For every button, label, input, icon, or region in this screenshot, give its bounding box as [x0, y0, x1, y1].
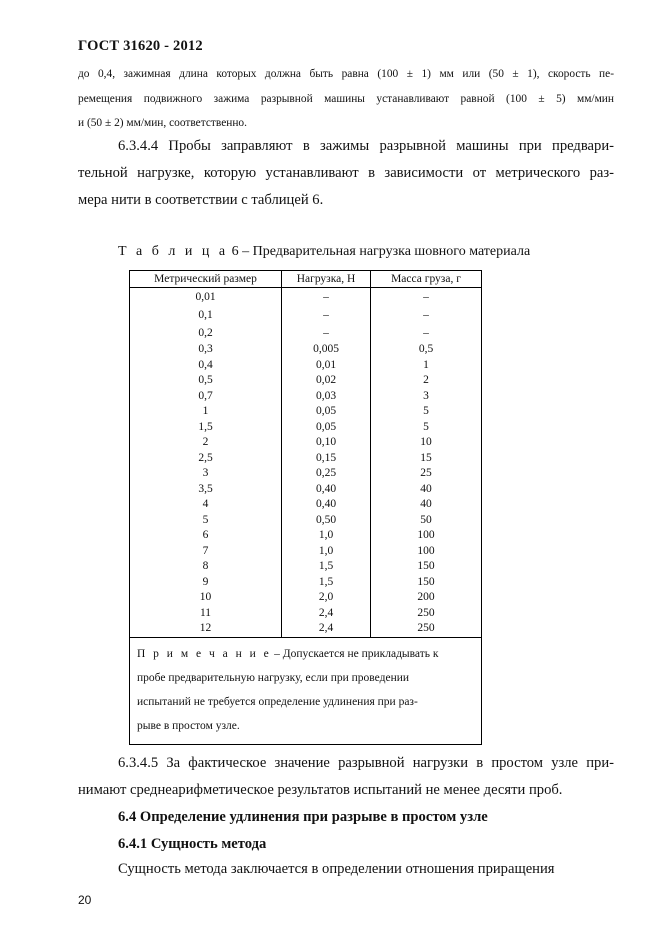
metric-size-cell: 6	[202, 529, 209, 541]
weight-mass-cell: 50	[420, 513, 432, 526]
load-cell: 0,50	[315, 513, 337, 526]
load-cell: 0,15	[315, 451, 337, 464]
load-cell: 0,03	[315, 389, 337, 402]
metric-size-cell: 0,3	[198, 343, 213, 355]
metric-size-cell: 1,5	[198, 420, 213, 433]
table-caption-prefix: Т а б л и ц а	[118, 244, 229, 259]
note-text-1: – Допускается не прикладывать к	[271, 647, 439, 660]
load-cell: 0,25	[315, 467, 337, 479]
preload-table	[129, 270, 482, 745]
load-cell: 0,40	[315, 498, 337, 510]
column-load	[282, 288, 371, 637]
para-6345-line-1: 6.3.4.5 За фактическое значение разрывной нагрузки в простом узле при-	[118, 755, 614, 771]
weight-mass-cell: 1	[423, 358, 429, 371]
load-cell: 0,01	[315, 358, 337, 371]
metric-size-cell: 2	[202, 436, 209, 448]
load-cell: 0,40	[315, 482, 337, 495]
column-metric-size	[130, 288, 282, 637]
weight-mass-cell: 200	[417, 591, 435, 603]
intro-line-2: ремещения подвижного зажима разрывной машины устанавливают равной (100 ± 5) мм/мин	[78, 93, 614, 105]
metric-size-cell: 9	[202, 575, 209, 588]
weight-mass-cell: 250	[417, 622, 435, 634]
para-6344-line-1: 6.3.4.4 Пробы заправляют в зажимы разрывной машины при предвари-	[118, 138, 614, 154]
weight-mass-cell: –	[423, 291, 429, 303]
load-cell: 1,0	[318, 529, 334, 541]
load-cell: 1,0	[318, 544, 334, 557]
load-cell: 0,10	[315, 436, 337, 448]
metric-size-cell: 5	[202, 513, 209, 526]
section-6-4-heading: 6.4 Определение удлинения при разрыве в простом узле	[118, 809, 488, 825]
metric-size-cell: 0,2	[198, 327, 213, 339]
metric-size-cell: 8	[202, 560, 209, 572]
weight-mass-cell: –	[423, 327, 429, 339]
weight-mass-cell: 5	[423, 405, 429, 417]
metric-size-cell: 7	[202, 544, 209, 557]
load-cell: –	[323, 309, 329, 321]
table-note	[130, 638, 481, 744]
weight-mass-cell: 15	[420, 451, 432, 464]
load-cell: –	[323, 327, 329, 339]
table-body	[130, 288, 481, 638]
load-cell: 2,4	[318, 622, 334, 634]
metric-size-cell: 12	[199, 622, 212, 634]
para-6344-line-3: мера нити в соответствии с таблицей 6.	[78, 192, 324, 208]
weight-mass-cell: 25	[420, 467, 432, 479]
para-6345-line-2: нимают среднеарифметическое результатов испытаний не менее десяти проб.	[78, 782, 563, 798]
weight-mass-cell: 40	[420, 482, 432, 495]
column-weight-mass	[371, 288, 481, 637]
load-cell: 1,5	[318, 560, 334, 572]
header-weight-mass: Масса груза, г	[391, 273, 461, 285]
weight-mass-cell: 5	[423, 420, 429, 433]
para-6344-line-2: тельной нагрузке, которую устанавливают в зависимости от метрического раз-	[78, 165, 614, 181]
header-metric-size: Метрический размер	[130, 271, 282, 287]
metric-size-cell: 0,01	[195, 291, 216, 303]
load-cell: –	[323, 291, 329, 303]
weight-mass-cell: 100	[417, 529, 435, 541]
document-header: ГОСТ 31620 - 2012	[78, 38, 203, 54]
weight-mass-cell: 100	[417, 544, 435, 557]
metric-size-cell: 2,5	[198, 451, 213, 464]
metric-size-cell: 0,5	[198, 374, 213, 386]
weight-mass-cell: 250	[417, 606, 435, 619]
header-load: Нагрузка, Н	[282, 271, 371, 287]
table-header-row	[130, 271, 481, 288]
metric-size-cell: 0,4	[198, 358, 213, 371]
load-cell: 0,02	[315, 374, 337, 386]
note-text-3: испытаний не требуется определение удлинения при раз-	[137, 695, 418, 708]
page-number: 20	[78, 893, 92, 907]
load-cell: 0,05	[315, 420, 337, 433]
weight-mass-cell: 40	[420, 498, 432, 510]
weight-mass-cell: 3	[423, 389, 429, 402]
weight-mass-cell: 2	[423, 374, 429, 386]
weight-mass-cell: 0,5	[418, 343, 434, 355]
table-caption	[118, 244, 530, 260]
weight-mass-cell: 10	[420, 436, 432, 448]
metric-size-cell: 0,7	[198, 389, 213, 402]
weight-mass-cell: –	[423, 309, 429, 321]
para-6-4-1: Сущность метода заключается в определении отношения приращения	[118, 861, 555, 877]
metric-size-cell: 3,5	[198, 482, 213, 495]
metric-size-cell: 1	[202, 405, 209, 417]
note-text-4: рыве в простом узле.	[137, 719, 240, 732]
weight-mass-cell: 150	[417, 575, 435, 588]
load-cell: 1,5	[318, 575, 334, 588]
intro-line-1: до 0,4, зажимная длина которых должна быть равна (100 ± 1) мм или (50 ± 1), скорость пе-	[78, 68, 614, 80]
load-cell: 0,05	[315, 405, 337, 417]
load-cell: 2,0	[318, 591, 334, 603]
metric-size-cell: 10	[199, 591, 212, 603]
section-6-4-1-heading: 6.4.1 Сущность метода	[118, 836, 267, 852]
table-caption-text: 6 – Предварительная нагрузка шовного материала	[228, 244, 531, 259]
metric-size-cell: 4	[202, 498, 209, 510]
metric-size-cell: 11	[199, 606, 212, 619]
weight-mass-cell: 150	[417, 560, 435, 572]
intro-line-3: и (50 ± 2) мм/мин, соответственно.	[78, 117, 247, 129]
metric-size-cell: 0,1	[198, 309, 213, 321]
note-label: П р и м е ч а н и е	[137, 647, 272, 660]
load-cell: 0,005	[313, 343, 339, 355]
load-cell: 2,4	[318, 606, 334, 619]
metric-size-cell: 3	[202, 467, 209, 479]
note-text-2: пробе предварительную нагрузку, если при проведении	[137, 671, 410, 684]
